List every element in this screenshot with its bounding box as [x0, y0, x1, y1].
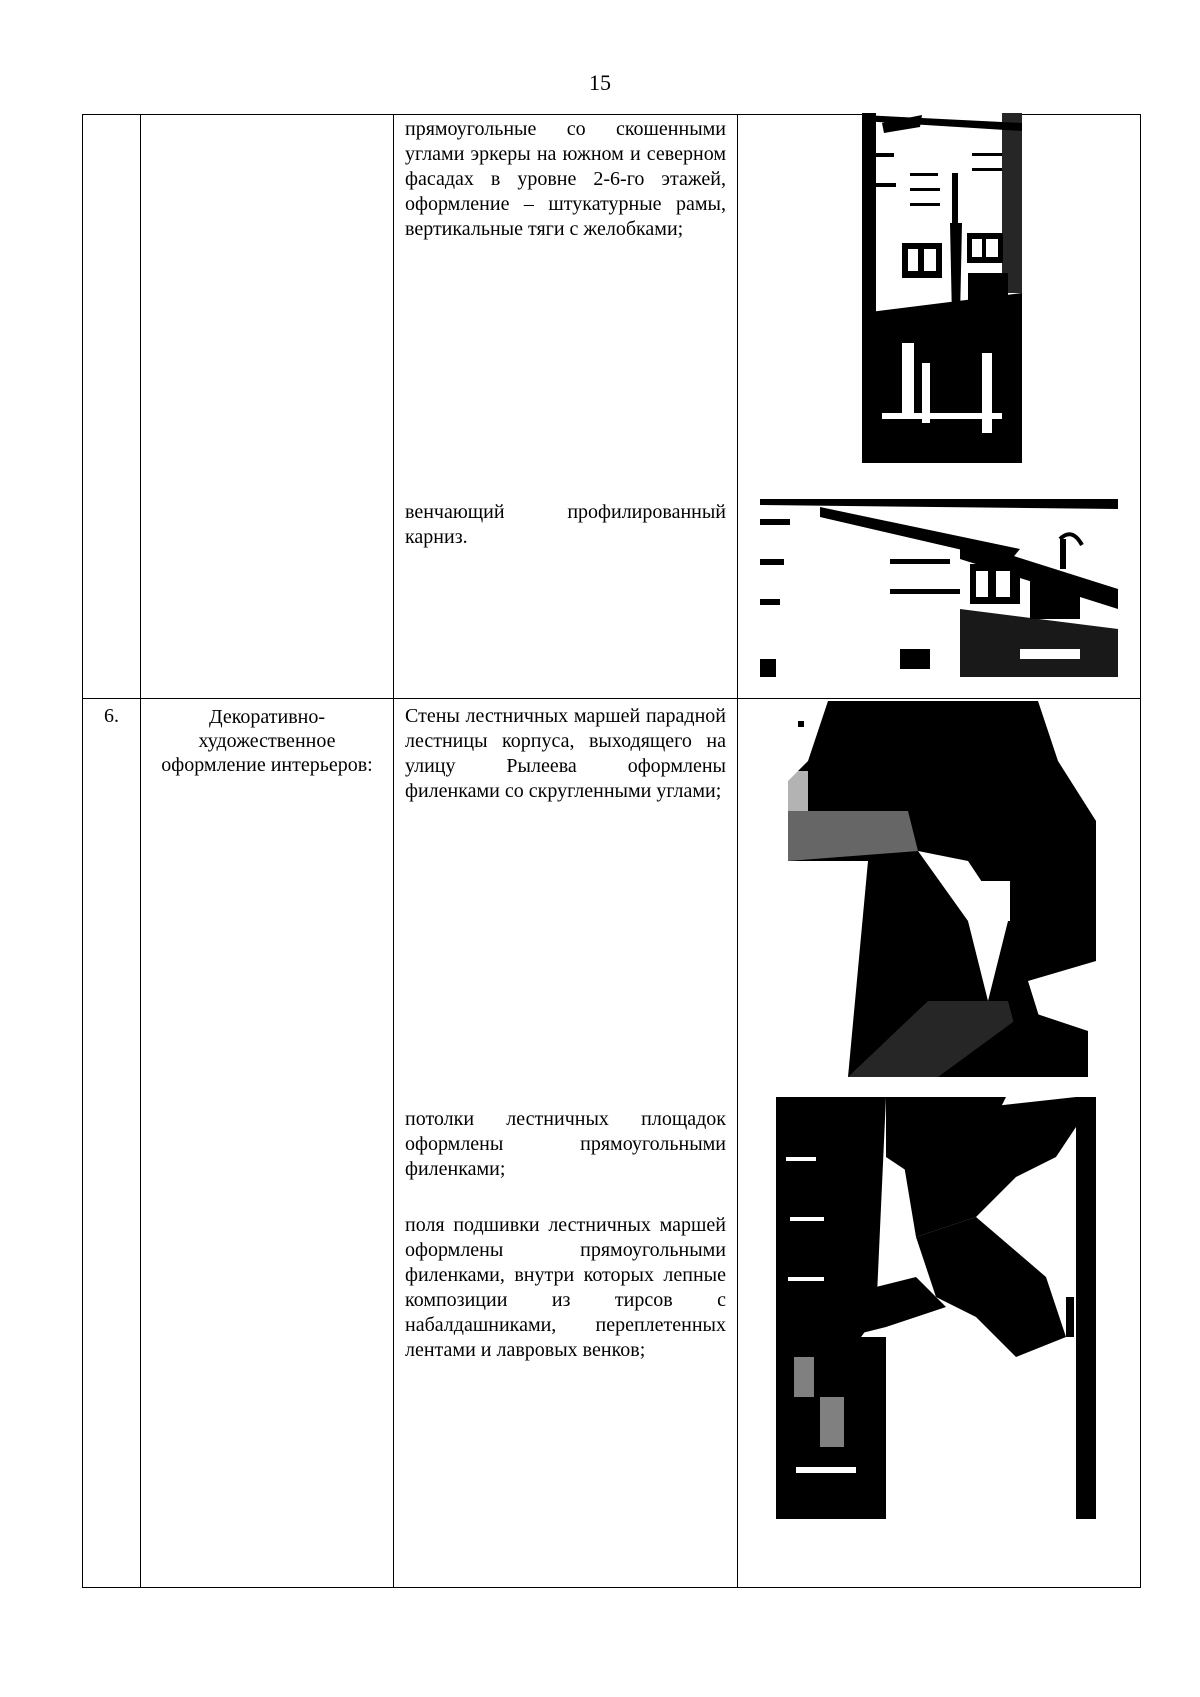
photo-cell	[738, 115, 1141, 699]
bay-window-facade-photo	[862, 113, 1022, 463]
staircase-wall-photo	[788, 701, 1096, 1077]
description-paragraph: поля подшивки лестничных маршей оформлены прямоугольными филенками, внутри которых лепные композиции из тирсов с набалдашниками, переплетенных лентами и лавровых венков;	[405, 1214, 726, 1361]
page-number: 15	[589, 70, 611, 95]
description-paragraph: прямоугольные со скошенными углами эркеры на южном и северном фасадах в уровне 2-6-го этажей, оформление – штукатурные рамы, вертикальные тяги с желобками;	[405, 118, 726, 240]
row-number-cell: 6.	[83, 699, 141, 1588]
description-paragraph: потолки лестничных площадок оформлены прямоугольными филенками;	[405, 1108, 726, 1180]
photo-cell	[738, 699, 1141, 1588]
monument-features-table	[82, 114, 1141, 1588]
category-cell: Декоративно-художественное оформление интерьеров:	[141, 699, 394, 1588]
category-cell	[141, 115, 394, 699]
description-paragraph: Стены лестничных маршей парадной лестницы корпуса, выходящего на улицу Рылеева оформлены филенками со скругленными углами;	[405, 705, 726, 802]
description-cell	[394, 699, 738, 1588]
row-number-cell	[83, 115, 141, 699]
description-cell	[394, 115, 738, 699]
table-row	[83, 115, 1141, 699]
staircase-ceiling-photo	[776, 1097, 1096, 1519]
cornice-photo	[760, 499, 1118, 677]
table-row	[83, 699, 1141, 1588]
description-paragraph: венчающий профилированный карниз.	[405, 501, 726, 548]
